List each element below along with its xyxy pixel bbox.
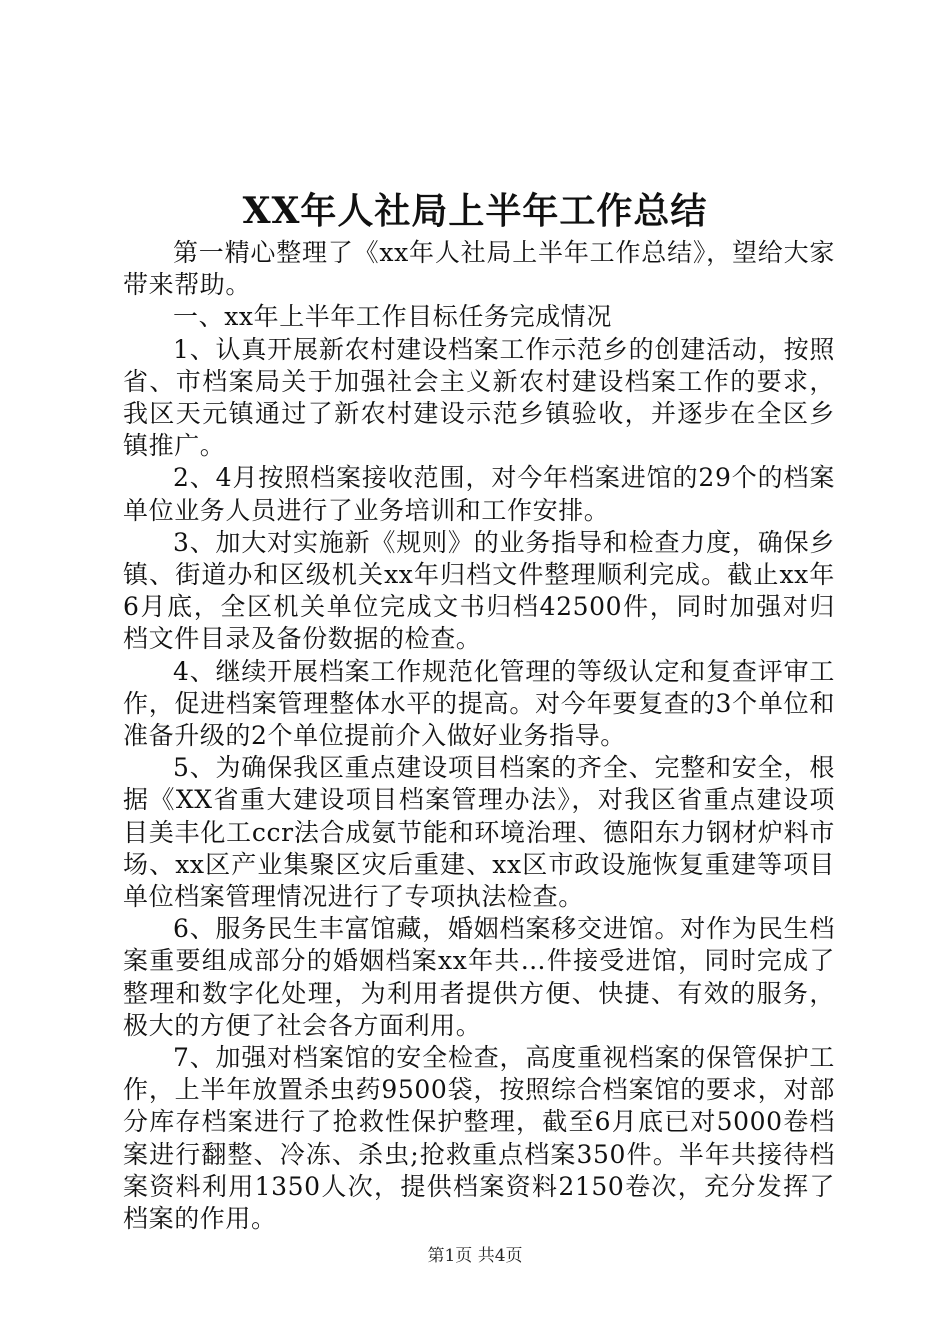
- paragraph-item-4: 4、继续开展档案工作规范化管理的等级认定和复查评审工作，促进档案管理整体水平的提高。对今年要复查的3个单位和准备升级的2个单位提前介入做好业务指导。: [123, 656, 835, 751]
- document-body: [123, 237, 835, 1235]
- paragraph-item-2: 2、4月按照档案接收范围，对今年档案进馆的29个的档案单位业务人员进行了业务培训和工作安排。: [123, 463, 835, 525]
- paragraph-item-3: 3、加大对实施新《规则》的业务指导和检查力度，确保乡镇、街道办和区级机关xx年归档文件整理顺利完成。截止xx年6月底，全区机关单位完成文书归档42500件，同时加强对归档文件目录及备份数据的检查。: [123, 527, 835, 654]
- paragraph-item-7: 7、加强对档案馆的安全检查，高度重视档案的保管保护工作，上半年放置杀虫药9500袋，按照综合档案馆的要求，对部分库存档案进行了抢救性保护整理，截至6月底已对5000卷档案进行翻整、冷冻、杀虫;抢救重点档案350件。半年共接待档案资料利用1350人次，提供档案资料2150卷次，充分发挥了档案的作用。: [123, 1043, 835, 1234]
- paragraph-item-1: 1、认真开展新农村建设档案工作示范乡的创建活动，按照省、市档案局关于加强社会主义新农村建设档案工作的要求，我区天元镇通过了新农村建设示范乡镇验收，并逐步在全区乡镇推广。: [123, 334, 835, 461]
- section-heading: 一、xx年上半年工作目标任务完成情况: [173, 302, 612, 332]
- paragraph-intro: 第一精心整理了《xx年人社局上半年工作总结》，望给大家带来帮助。: [123, 238, 835, 300]
- document-title: XX年人社局上半年工作总结: [242, 190, 708, 232]
- page-number-footer: 第1页 共4页: [427, 1246, 523, 1266]
- paragraph-item-5: 5、为确保我区重点建设项目档案的齐全、完整和安全，根据《XX省重大建设项目档案管理办法》，对我区省重点建设项目美丰化工ccr法合成氨节能和环境治理、德阳东力钢材炉料市场、xx区产业集聚区灾后重建、xx区市政设施恢复重建等项目单位档案管理情况进行了专项执法检查。: [123, 753, 835, 912]
- paragraph-item-6: 6、服务民生丰富馆藏，婚姻档案移交进馆。对作为民生档案重要组成部分的婚姻档案xx年共…件接受进馆，同时完成了整理和数字化处理，为利用者提供方便、快捷、有效的服务，极大的方便了社会各方面利用。: [123, 914, 835, 1040]
